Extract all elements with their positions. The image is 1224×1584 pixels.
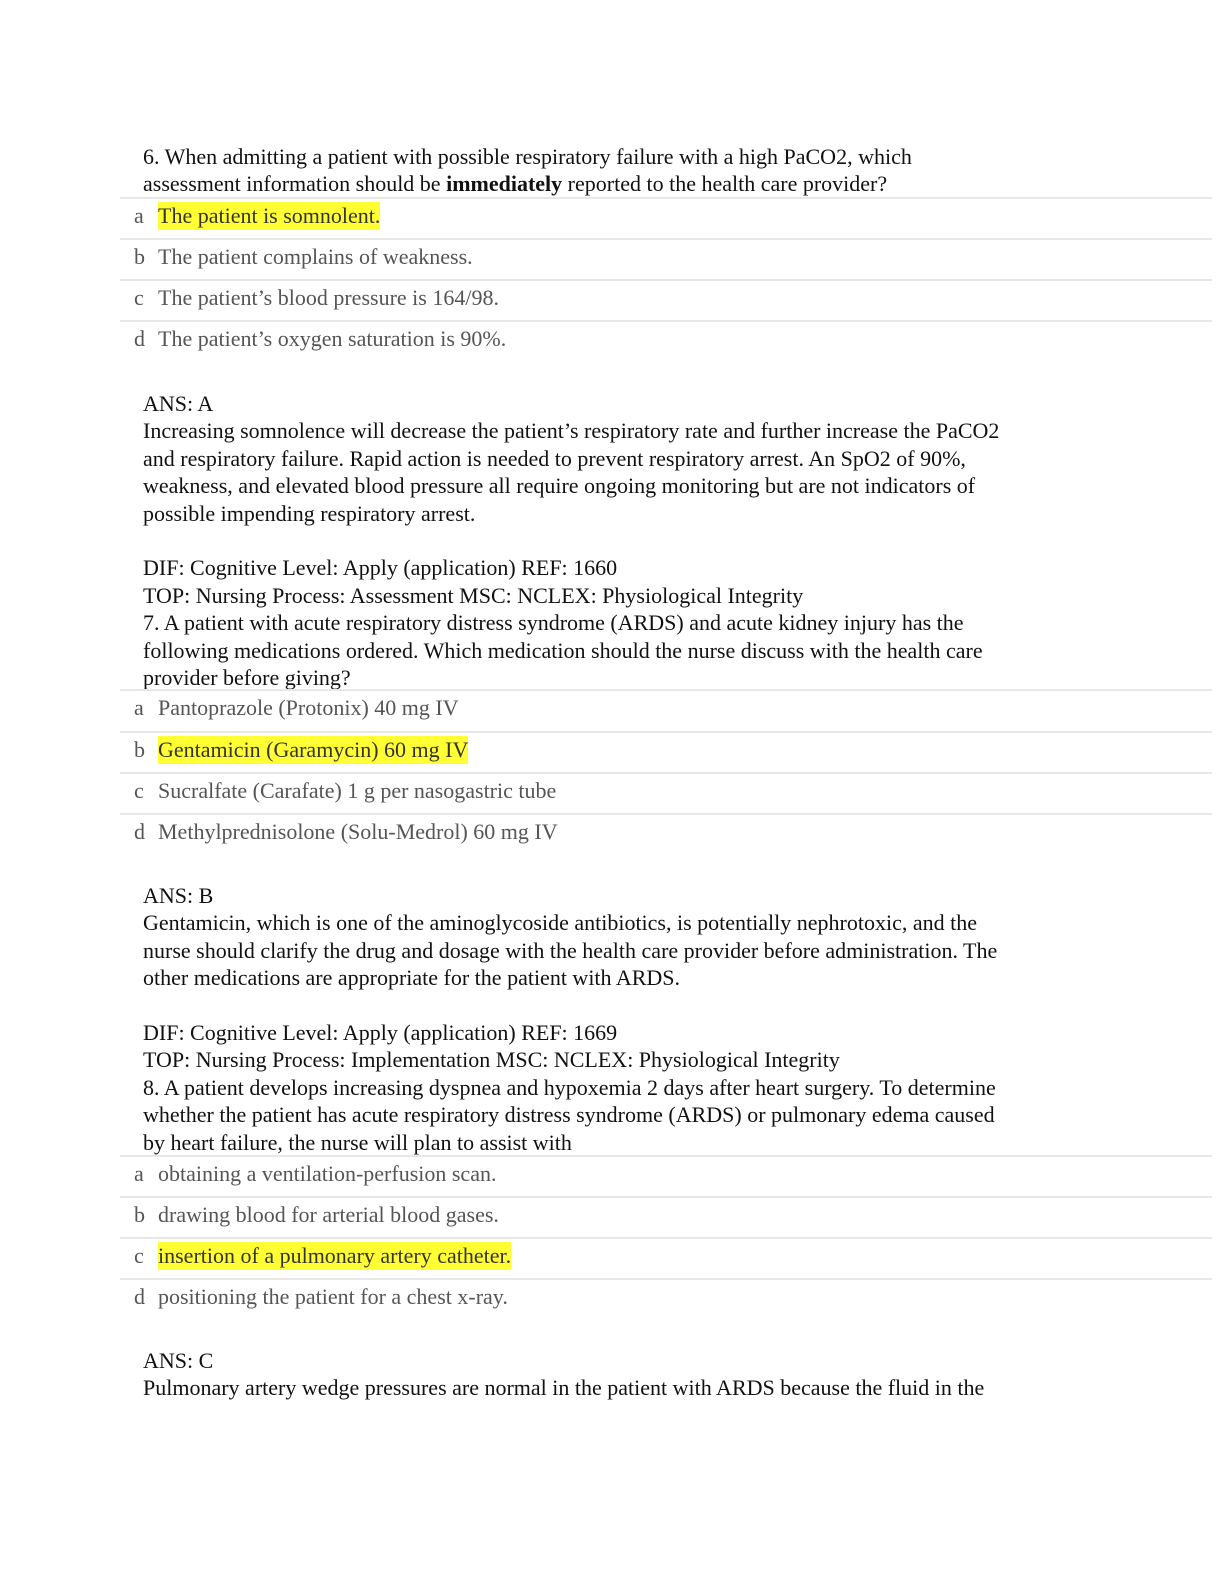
- option-text: Methylprednisolone (Solu-Medrol) 60 mg IV: [158, 819, 558, 844]
- difficulty-line: DIF: Cognitive Level: Apply (application) REF: 1660: [143, 555, 618, 581]
- answer-key: ANS: A: [143, 391, 214, 416]
- stem-text: reported to the health care provider?: [562, 171, 888, 197]
- rationale-line: Increasing somnolence will decrease the patient’s respiratory rate and further increase the PaCO2: [143, 418, 1000, 444]
- answer-option-d[interactable]: [120, 320, 1212, 363]
- option-letter: b: [134, 737, 145, 762]
- option-text: The patient’s blood pressure is 164/98.: [158, 285, 499, 310]
- question-stem-line: following medications ordered. Which medication should the nurse discuss with the health care: [143, 637, 983, 663]
- option-letter: b: [134, 1202, 145, 1227]
- difficulty-line: DIF: Cognitive Level: Apply (application) REF: 1669: [143, 1020, 618, 1046]
- option-letter: b: [134, 244, 145, 269]
- answer-option-c[interactable]: [120, 279, 1212, 322]
- rationale-line: Gentamicin, which is one of the aminoglycoside antibiotics, is potentially nephrotoxic, and the: [143, 910, 977, 936]
- answer-block-6: [143, 390, 999, 691]
- question-stem-line: 8. A patient develops increasing dyspnea and hypoxemia 2 days after heart surgery. To determine: [143, 1074, 996, 1100]
- answer-option-a[interactable]: [120, 1155, 1212, 1198]
- option-text-highlighted: The patient is somnolent.: [158, 203, 381, 228]
- answer-option-d[interactable]: [120, 1278, 1212, 1321]
- option-letter: d: [134, 326, 145, 351]
- answer-block-7: [143, 882, 997, 1156]
- answer-block-8: [143, 1347, 984, 1402]
- option-letter: a: [134, 695, 144, 720]
- rationale-line: and respiratory failure. Rapid action is needed to prevent respiratory arrest. An SpO2 of 90%,: [143, 445, 966, 471]
- question-stem-line: whether the patient has acute respiratory distress syndrome (ARDS) or pulmonary edema caused: [143, 1102, 995, 1128]
- question-stem-line: [143, 170, 912, 197]
- question-6-stem: [143, 143, 912, 198]
- option-text: The patient complains of weakness.: [158, 244, 473, 269]
- option-text-highlighted: insertion of a pulmonary artery catheter.: [158, 1243, 512, 1268]
- answer-key: ANS: B: [143, 883, 214, 908]
- question-stem-line: by heart failure, the nurse will plan to assist with: [143, 1129, 572, 1155]
- option-text: Pantoprazole (Protonix) 40 mg IV: [158, 695, 459, 720]
- spacer: [143, 992, 997, 1019]
- option-text: drawing blood for arterial blood gases.: [158, 1202, 499, 1227]
- answer-option-d[interactable]: [120, 813, 1212, 856]
- topic-line: TOP: Nursing Process: Implementation MSC: NCLEX: Physiological Integrity: [143, 1047, 840, 1073]
- answer-option-c[interactable]: [120, 772, 1212, 815]
- option-letter: c: [134, 285, 144, 310]
- option-letter: d: [134, 819, 145, 844]
- rationale-line: other medications are appropriate for the patient with ARDS.: [143, 965, 681, 991]
- stem-text: assessment information should be: [143, 171, 447, 197]
- option-text: The patient’s oxygen saturation is 90%.: [158, 326, 507, 351]
- option-letter: a: [134, 203, 144, 228]
- answer-option-a[interactable]: [120, 197, 1212, 240]
- rationale-line: Pulmonary artery wedge pressures are normal in the patient with ARDS because the fluid in the: [143, 1375, 985, 1401]
- question-stem-line: 6. When admitting a patient with possible respiratory failure with a high PaCO2, which: [143, 144, 912, 169]
- rationale-line: nurse should clarify the drug and dosage with the health care provider before administration. The: [143, 937, 998, 963]
- rationale-line: possible impending respiratory arrest.: [143, 500, 476, 526]
- answer-option-b[interactable]: [120, 1196, 1212, 1239]
- topic-line: TOP: Nursing Process: Assessment MSC: NCLEX: Physiological Integrity: [143, 582, 804, 608]
- option-letter: c: [134, 778, 144, 803]
- rationale-line: weakness, and elevated blood pressure all require ongoing monitoring but are not indicators of: [143, 473, 976, 499]
- option-text: obtaining a ventilation-perfusion scan.: [158, 1161, 497, 1186]
- option-text: positioning the patient for a chest x-ray.: [158, 1284, 508, 1309]
- option-letter: c: [134, 1243, 144, 1268]
- option-letter: d: [134, 1284, 145, 1309]
- question-stem-line: provider before giving?: [143, 665, 351, 691]
- option-text-highlighted: Gentamicin (Garamycin) 60 mg IV: [158, 737, 469, 762]
- option-text: Sucralfate (Carafate) 1 g per nasogastric tube: [158, 778, 557, 803]
- spacer: [143, 527, 999, 554]
- emphasis-text: immediately: [446, 171, 563, 197]
- answer-option-b[interactable]: [120, 731, 1212, 774]
- answer-key: ANS: C: [143, 1348, 214, 1373]
- question-stem-line: 7. A patient with acute respiratory distress syndrome (ARDS) and acute kidney injury has the: [143, 610, 964, 636]
- answer-option-a[interactable]: [120, 689, 1212, 732]
- answer-option-b[interactable]: [120, 238, 1212, 281]
- answer-option-c[interactable]: [120, 1237, 1212, 1280]
- option-letter: a: [134, 1161, 144, 1186]
